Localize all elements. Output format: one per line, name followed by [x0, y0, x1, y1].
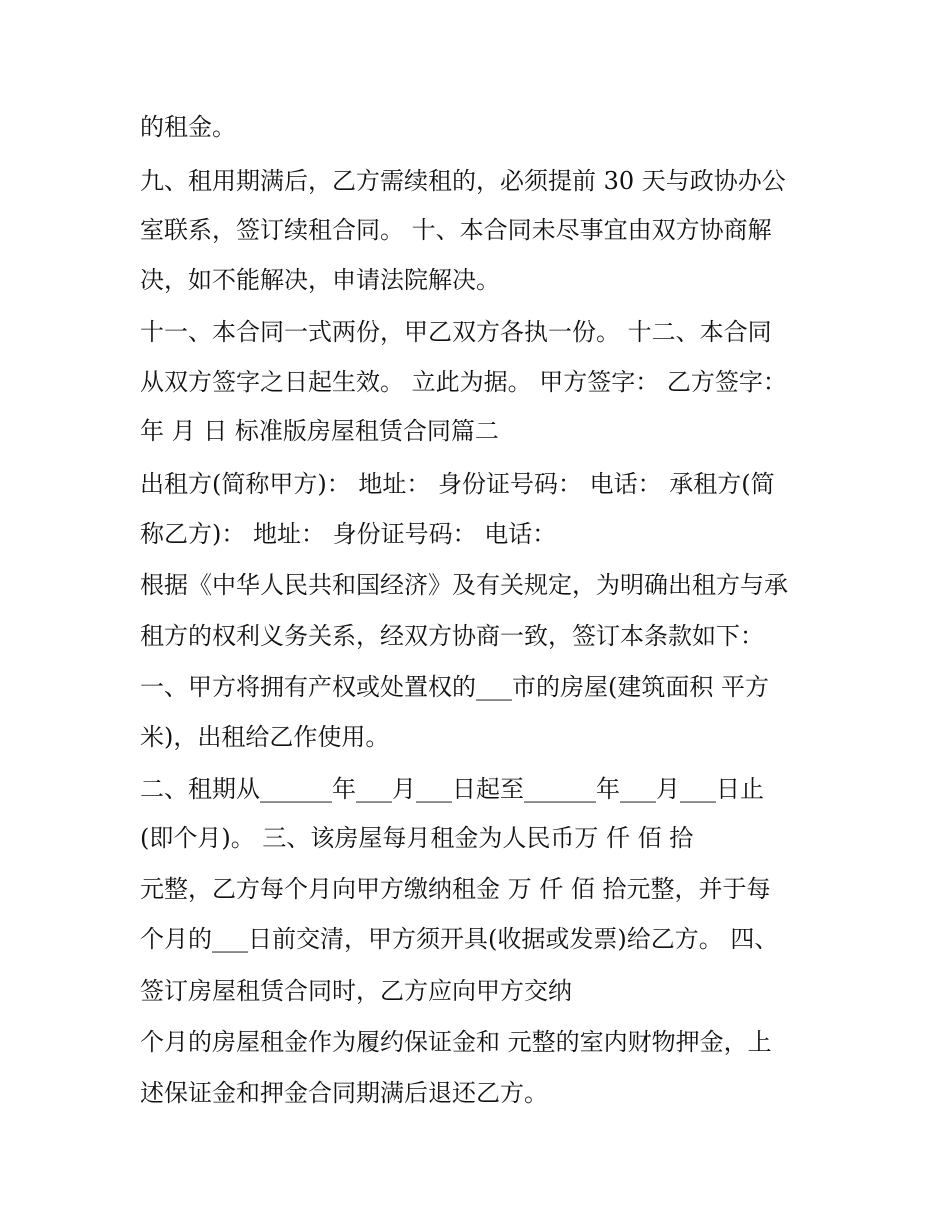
text-line: 米)，出租给乙作使用。 — [140, 723, 390, 751]
text-line: 签订房屋租赁合同时，乙方应向甲方交纳 — [140, 977, 572, 1005]
text-line: (即个月)。 三、该房屋每月租金为人民币万 仟 佰 拾 — [140, 824, 694, 852]
text-line: 出租方(简称甲方)： 地址： 身份证号码： 电话： 承租方(简 — [140, 470, 775, 498]
text-line: 个月的___日前交清，甲方须开具(收据或发票)给乙方。 四、 — [140, 925, 779, 953]
text-line: 个月的房屋租金作为履约保证金和 元整的室内财物押金，上 — [140, 1028, 772, 1056]
text-line: 室联系，签订续租合同。 十、本合同未尽事宜由双方协商解 — [140, 216, 772, 244]
text-line: 租方的权利义务关系，经双方协商一致，签订本条款如下： — [140, 622, 764, 650]
text-line: 一、甲方将拥有产权或处置权的___市的房屋(建筑面积 平方 — [140, 673, 769, 701]
text-line: 十一、本合同一式两份，甲乙双方各执一份。 十二、本合同 — [140, 318, 772, 346]
text-line: 决，如不能解决，申请法院解决。 — [140, 266, 500, 294]
text-line: 的租金。 — [140, 113, 236, 141]
text-line: 年 月 日 标准版房屋租赁合同篇二 — [140, 417, 499, 445]
text-line: 称乙方)： 地址： 身份证号码： 电话： — [140, 520, 557, 548]
text-line: 根据《中华人民共和国经济》及有关规定，为明确出租方与承 — [140, 571, 788, 599]
text-line: 二、租期从______年___月___日起至______年___月___日止 — [140, 775, 764, 803]
text-line: 述保证金和押金合同期满后退还乙方。 — [140, 1079, 548, 1107]
text-line: 元整，乙方每个月向甲方缴纳租金 万 仟 佰 拾元整，并于每 — [140, 875, 771, 903]
text-line: 九、租用期满后，乙方需续租的，必须提前 30 天与政协办公 — [140, 167, 786, 195]
text-line: 从双方签字之日起生效。 立此为据。 甲方签字： 乙方签字： — [140, 368, 787, 396]
